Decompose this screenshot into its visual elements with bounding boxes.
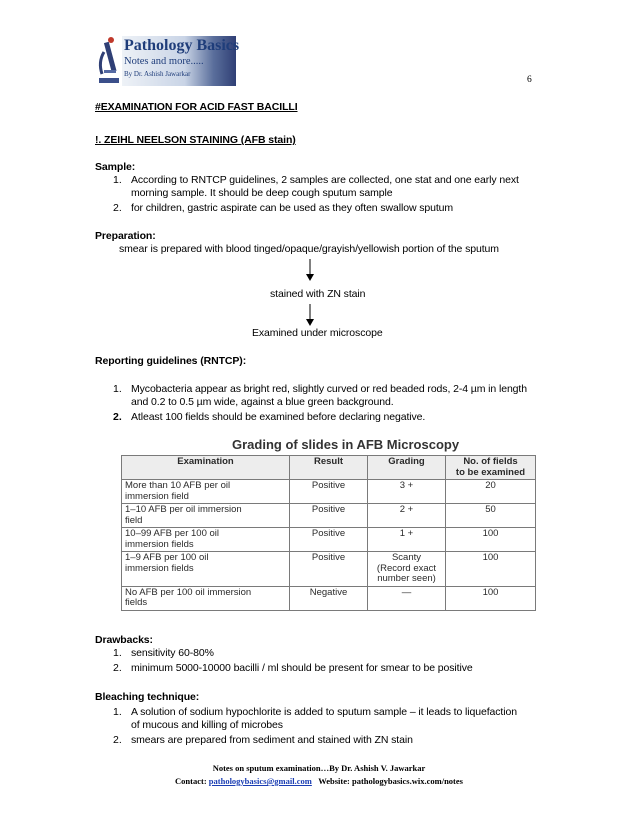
drawbacks-heading: Drawbacks: — [95, 634, 153, 646]
list-number: 2. — [113, 662, 122, 674]
cell-fields: 100 — [446, 552, 536, 587]
footer-email-link[interactable]: pathologybasics@gmail.com — [208, 776, 312, 786]
sample-heading: Sample: — [95, 161, 136, 173]
list-item-text: of mucous and killing of microbes — [131, 719, 283, 731]
preparation-heading: Preparation: — [95, 230, 156, 242]
cell-grading — [368, 552, 446, 587]
cell-result: Positive — [290, 528, 368, 552]
preparation-step: stained with ZN stain — [270, 288, 366, 300]
table-row — [122, 480, 536, 504]
list-number: 1. — [113, 383, 122, 395]
subsection-title: !. ZEIHL NEELSON STAINING (AFB stain) — [95, 134, 296, 146]
list-number: 2. — [113, 734, 122, 746]
cell-line: 10–99 AFB per 100 oil — [125, 528, 220, 539]
column-header-examination: Examination — [122, 456, 290, 480]
table-row — [122, 552, 536, 587]
list-item-text: According to RNTCP guidelines, 2 samples are collected, one stat and one early next — [131, 174, 519, 186]
cell-line: 1–9 AFB per 100 oil — [125, 552, 209, 563]
cell-line: (Record exact — [376, 562, 437, 574]
cell-examination — [122, 528, 290, 552]
cell-grading: — — [368, 586, 446, 610]
column-header-result: Result — [290, 456, 368, 480]
list-item-text: sensitivity 60-80% — [131, 647, 214, 659]
list-number: 2. — [113, 202, 122, 214]
cell-examination — [122, 552, 290, 587]
cell-line: field — [125, 514, 143, 526]
list-item-text: smears are prepared from sediment and stained with ZN stain — [131, 734, 413, 746]
list-item-text: morning sample. It should be deep cough sputum sample — [131, 187, 393, 199]
bleaching-heading: Bleaching technique: — [95, 691, 200, 703]
reporting-heading: Reporting guidelines (RNTCP): — [95, 355, 247, 367]
cell-line: number seen) — [377, 573, 436, 584]
cell-grading: 2 + — [368, 504, 446, 528]
section-title: #EXAMINATION FOR ACID FAST BACILLI — [95, 101, 298, 113]
footer-contact-label: Contact: — [175, 776, 207, 786]
down-arrow-icon — [306, 304, 314, 326]
column-header-fields — [446, 456, 536, 480]
cell-fields: 20 — [446, 480, 536, 504]
footer-title: Notes on sputum examination…By Dr. Ashish V. Jawarkar — [212, 763, 426, 773]
footer-contact — [0, 776, 638, 786]
cell-grading: 1 + — [368, 528, 446, 552]
list-number: 2. — [113, 411, 122, 423]
list-item-text: and 0.2 to 0.5 µm wide, against a blue green background. — [131, 396, 394, 408]
logo-subtitle: Notes and more..... — [124, 56, 204, 67]
cell-fields: 100 — [446, 586, 536, 610]
logo — [96, 34, 240, 88]
table-title: Grading of slides in AFB Microscopy — [232, 437, 460, 452]
column-header-fields-line: No. of fields — [463, 456, 518, 467]
table-row — [122, 504, 536, 528]
cell-fields: 50 — [446, 504, 536, 528]
cell-result: Positive — [290, 552, 368, 587]
logo-title: Pathology Basics — [124, 37, 240, 54]
list-item-text: minimum 5000-10000 bacilli / ml should be present for smear to be positive — [131, 662, 473, 674]
down-arrow-icon — [306, 259, 314, 281]
cell-examination — [122, 586, 290, 610]
table-row — [122, 528, 536, 552]
cell-examination — [122, 504, 290, 528]
list-number: 1. — [113, 647, 122, 659]
page-number: 6 — [527, 75, 532, 85]
cell-line: Scanty — [391, 552, 422, 563]
cell-fields: 100 — [446, 528, 536, 552]
cell-line: More than 10 AFB per oil — [125, 480, 231, 491]
table-row — [122, 586, 536, 610]
cell-line: 1–10 AFB per oil immersion — [125, 504, 242, 515]
column-header-fields-line: to be examined — [455, 466, 526, 478]
list-number: 1. — [113, 706, 122, 718]
logo-author: By Dr. Ashish Jawarkar — [124, 70, 191, 78]
cell-result: Negative — [290, 586, 368, 610]
cell-line: immersion field — [125, 490, 189, 502]
afb-grading-table — [121, 455, 536, 611]
cell-line: No AFB per 100 oil immersion — [125, 586, 252, 598]
cell-grading: 3 + — [368, 480, 446, 504]
cell-result: Positive — [290, 504, 368, 528]
table-header-row — [122, 456, 536, 480]
cell-line: immersion fields — [125, 562, 194, 574]
microscope-icon — [96, 34, 122, 86]
cell-result: Positive — [290, 480, 368, 504]
list-item-text: for children, gastric aspirate can be used as they often swallow sputum — [131, 202, 454, 214]
preparation-step: Examined under microscope — [252, 327, 383, 339]
list-item-text: Mycobacteria appear as bright red, slightly curved or red beaded rods, 2-4 µm in length — [131, 383, 527, 395]
list-number: 1. — [113, 174, 122, 186]
column-header-grading: Grading — [368, 456, 446, 480]
preparation-step: smear is prepared with blood tinged/opaque/grayish/yellowish portion of the sputum — [119, 243, 499, 255]
list-item-text: Atleast 100 fields should be examined before declaring negative. — [131, 411, 426, 423]
cell-line: immersion fields — [125, 538, 194, 550]
footer-website: Website: pathologybasics.wix.com/notes — [318, 776, 463, 786]
cell-line: fields — [125, 597, 148, 608]
cell-examination — [122, 480, 290, 504]
list-item-text: A solution of sodium hypochlorite is added to sputum sample – it leads to liquefaction — [131, 706, 517, 718]
